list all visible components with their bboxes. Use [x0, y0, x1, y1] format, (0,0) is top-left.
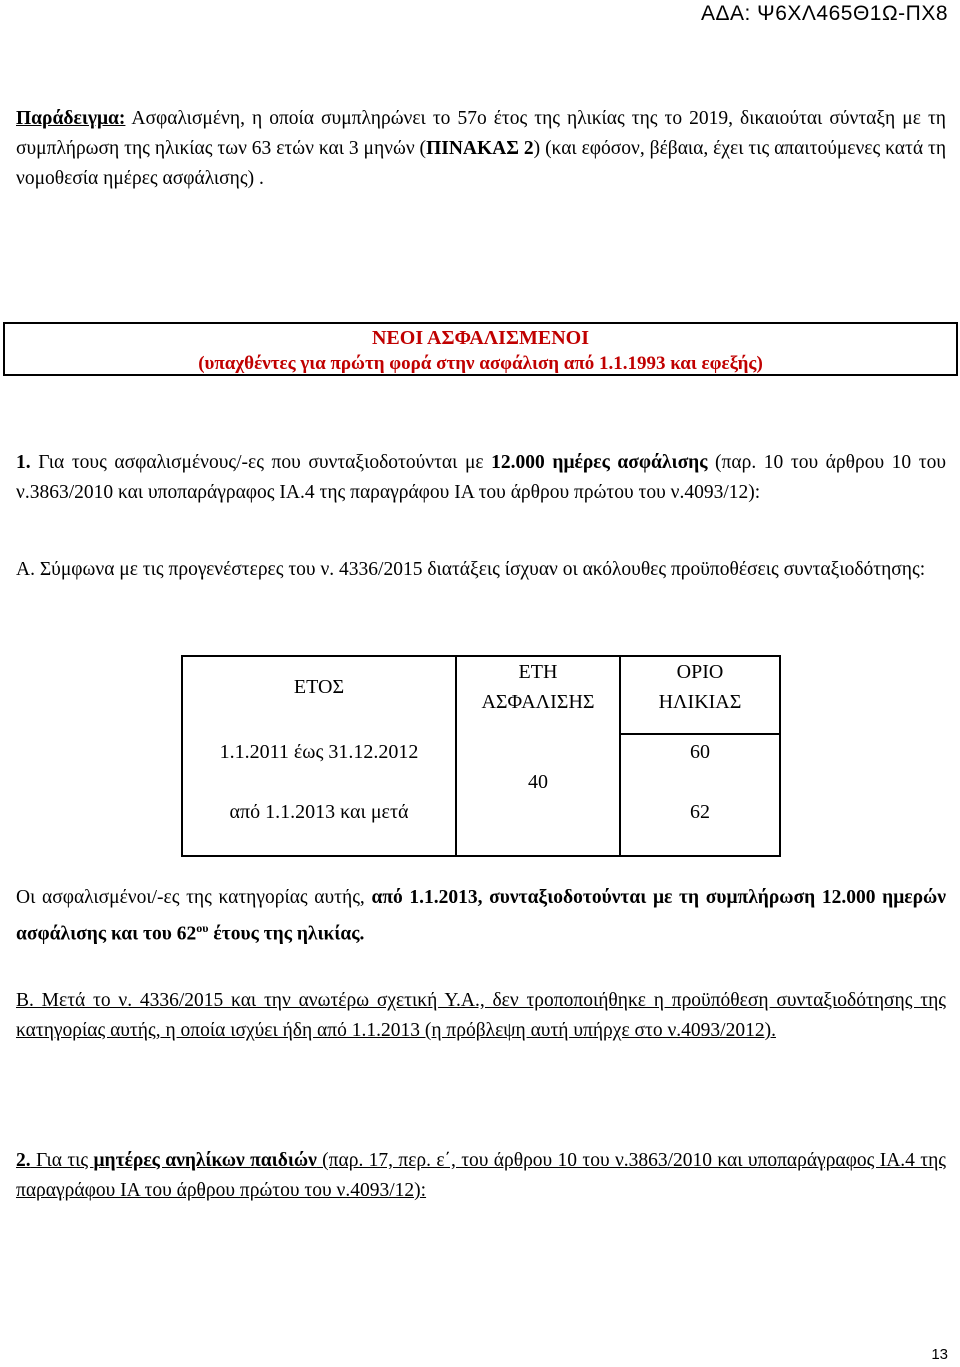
- section-1-number: 1.: [16, 452, 31, 473]
- section-1-paragraph: [16, 448, 946, 508]
- insured-bold-1: από 1.1.2013, συνταξιοδοτούνται με τη συμπλήρωση 12.000 ημερών ασφάλισης και του 62: [16, 887, 946, 945]
- insured-paragraph: [16, 883, 946, 950]
- page-number: 13: [931, 1346, 948, 1363]
- row-1-age: 60: [690, 741, 710, 763]
- conditions-table: [181, 655, 781, 857]
- header-year: ΕΤΟΣ: [293, 676, 345, 698]
- section-2-bold: μητέρες ανηλίκων παιδιών: [93, 1150, 317, 1171]
- header-years-line-2: ΑΣΦΑΛΙΣΗΣ: [481, 691, 595, 713]
- section-1-text-2: (παρ. 10 του άρθρου 10 του ν.3863/2010 και υποπαράγραφος ΙΑ.4 της παραγράφου ΙΑ του άρθρου πρώτου του ν.4093/12):: [16, 452, 947, 503]
- section-2-number: 2.: [16, 1150, 31, 1171]
- header-years-insurance: [457, 657, 619, 717]
- insured-bold-2: έτους της ηλικίας.: [208, 923, 365, 945]
- section-2-text-1: Για τις: [30, 1150, 94, 1171]
- example-paragraph: [16, 104, 946, 194]
- years-value: 40: [528, 771, 548, 793]
- header-age-limit: [621, 657, 779, 717]
- header-age-line-1: ΟΡΙΟ: [676, 661, 724, 683]
- row-2-age: 62: [690, 801, 710, 823]
- box-title: ΝΕΟΙ ΑΣΦΑΛΙΣΜΕΝΟΙ: [371, 327, 590, 349]
- table-header-line: [619, 733, 779, 735]
- example-text-1: Ασφαλισμένη, η οποία συμπληρώνει το 57ο έτος της ηλικίας της το 2019, δικαιούται σύνταξη με τη συμπλήρωση της ηλικίας των 63 ετών και 3 μηνών (: [16, 108, 946, 159]
- row-2-period: από 1.1.2013 και μετά: [229, 801, 409, 823]
- example-label: Παράδειγμα:: [16, 108, 126, 129]
- row-1-period: 1.1.2011 έως 31.12.2012: [219, 741, 419, 763]
- header-years-line-1: ΕΤΗ: [518, 661, 558, 683]
- section-1-text-1: Για τους ασφαλισμένους/-ες που συνταξιοδοτούνται με: [30, 452, 492, 473]
- section-2-text-2: (παρ. 17, περ. ε΄, του άρθρου 10 του ν.3863/2010 και υποπαράγραφος ΙΑ.4 της παραγράφου ΙΑ του άρθρου πρώτου του ν.4093/12):: [16, 1150, 946, 1201]
- insured-text-1: Οι ασφαλισμένοι/-ες της κατηγορίας αυτής,: [16, 887, 372, 908]
- ada-header: ΑΔΑ: Ψ6ΧΛ465Θ1Ω-ΠΧ8: [700, 2, 948, 25]
- box-subtitle: (υπαχθέντες για πρώτη φορά στην ασφάλιση από 1.1.1993 και εφεξής): [198, 353, 763, 374]
- example-text-2: ) (και εφόσον, βέβαια, έχει τις απαιτούμενες κατά τη νομοθεσία ημέρες ασφάλισης) .: [16, 138, 947, 189]
- section-2-paragraph: [16, 1146, 946, 1206]
- new-insured-box: [3, 322, 958, 376]
- header-age-line-2: ΗΛΙΚΙΑΣ: [658, 691, 742, 713]
- section-b-paragraph: Β. Μετά το ν. 4336/2015 και την ανωτέρω σχετική Υ.Α., δεν τροποποιήθηκε η προϋπόθεση συνταξιοδότησης της κατηγορίας αυτής, η οποία ισχύει ήδη από 1.1.2013 (η πρόβλεψη αυτή υπήρχε στο ν.4093/2012).: [16, 990, 946, 1041]
- section-1-bold: 12.000 ημέρες ασφάλισης: [491, 452, 708, 473]
- example-table-ref: ΠΙΝΑΚΑΣ 2: [426, 138, 534, 159]
- insured-sup: ου: [196, 921, 209, 935]
- section-a-paragraph: Α. Σύμφωνα με τις προγενέστερες του ν. 4336/2015 διατάξεις ίσχυαν οι ακόλουθες προϋποθέσεις συνταξιοδότησης:: [16, 559, 926, 580]
